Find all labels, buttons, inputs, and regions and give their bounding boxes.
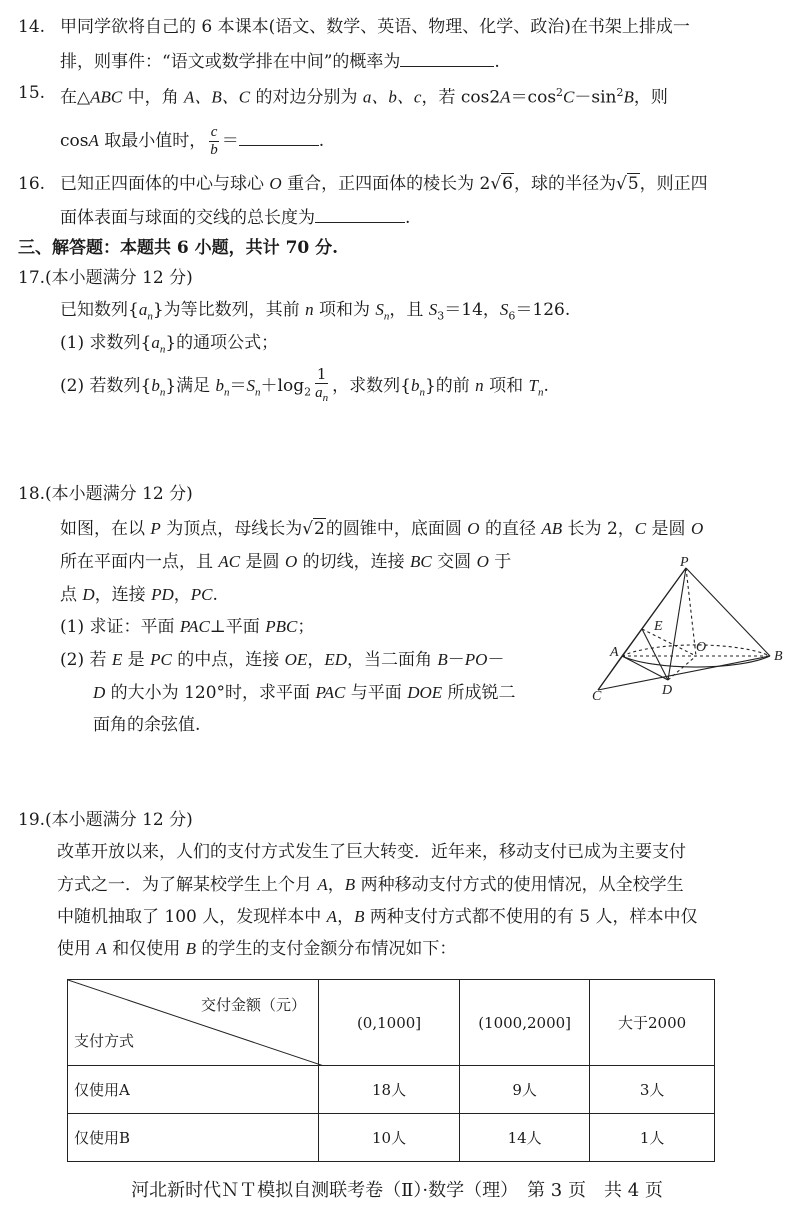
base-circle-front — [622, 656, 770, 667]
label-B: B — [774, 649, 783, 664]
q18-part2-line3: 面角的余弦值. — [93, 715, 201, 735]
answer-blank-15 — [239, 127, 319, 146]
q15-line2: cosA 取最小值时， $\frac{c}{b}$ ＝ . — [60, 124, 325, 158]
table-header-cell: 大于2000 — [590, 980, 715, 1066]
segment-CB — [598, 656, 770, 690]
table-header-cell: (0,1000] — [319, 980, 460, 1066]
edge-PD — [668, 568, 686, 680]
label-C: C — [592, 689, 602, 702]
q18-line1: 如图，在以 P 为顶点，母线长为√2的圆锥中，底面圆 O 的直径 AB 长为 2，C 是圆 O — [60, 519, 704, 539]
corner-bottom-label: 支付方式 — [74, 1032, 135, 1050]
segment-CA — [598, 656, 622, 690]
q14-number: 14. — [18, 17, 46, 37]
q16-line1: 已知正四面体的中心与球心 O 重合，正四面体的棱长为 2√6，球的半径为√5，则正四 — [60, 174, 708, 194]
table-cell: 10人 — [319, 1114, 460, 1162]
q19-line4: 使用 A 和仅使用 B 的学生的支付金额分布情况如下： — [57, 939, 457, 959]
q15-line1: 在△ABC 中，角 A、B、C 的对边分别为 a、b、c，若 $\cos 2A=\cos^2C-\sin^2B$，则 — [60, 86, 668, 108]
q16-line2: 面体表面与球面的交线的总长度为 . — [60, 204, 410, 230]
q18-part2-line2: D 的大小为 120°时，求平面 PAC 与平面 DOE 所成锐二 — [93, 683, 516, 703]
cone-figure — [588, 552, 788, 702]
q16-number: 16. — [18, 174, 46, 194]
segment-OE — [642, 629, 696, 656]
q19-line1: 改革开放以来，人们的支付方式发生了巨大转变．近年来，移动支付已成为主要支付 — [57, 842, 686, 862]
answer-blank-14 — [400, 48, 494, 67]
q19-header: 19.(本小题满分 12 分) — [18, 810, 193, 830]
q17-header: 17.(本小题满分 12 分) — [18, 268, 193, 288]
table-row-label: 仅使用B — [68, 1114, 319, 1162]
label-E: E — [654, 619, 663, 634]
q17-stem: 已知数列$\{a_n\}$为等比数列，其前 n 项和为 $S_n$，且 $S_3=14$，$S_6=126$. — [60, 300, 571, 323]
answer-blank-16 — [315, 204, 405, 223]
q14-line2: 排，则事件：“语文或数学排在中间”的概率为 . — [60, 48, 500, 74]
label-A: A — [610, 645, 619, 660]
sqrt-2: √2 — [302, 519, 325, 539]
table-cell: 9人 — [460, 1066, 590, 1114]
fraction-c-over-b: $\frac{c}{b}$ — [210, 124, 218, 158]
table-corner-cell — [68, 980, 319, 1066]
segment-ED — [642, 629, 668, 680]
q18-part2-line1: (2) 若 E 是 PC 的中点，连接 OE，ED，当二面角 B－PO－ — [60, 650, 505, 670]
table-header-cell: (1000,2000] — [460, 980, 590, 1066]
segment-AD — [622, 656, 668, 680]
table-row — [68, 1114, 715, 1162]
payment-table — [67, 979, 715, 1162]
table-cell: 14人 — [460, 1114, 590, 1162]
label-P: P — [680, 555, 689, 570]
q18-line3: 点 D，连接 PD，PC. — [60, 585, 218, 605]
q19-line2: 方式之一．为了解某校学生上个月 A，B 两种移动支付方式的使用情况，从全校学生 — [57, 875, 684, 895]
q17-part2: (2) 若数列$\{b_n\}$满足 $b_n=S_n+\log_2$ $\frac{1}{a_n}$ ，求数列$\{b_n\}$的前 n 项和 $T_n$. — [60, 364, 549, 414]
table-row-label: 仅使用A — [68, 1066, 319, 1114]
page-footer: 河北新时代ＮＴ模拟自测联考卷（Ⅱ）·数学（理） 第 3 页 共 4 页 — [131, 1180, 663, 1201]
label-D: D — [662, 683, 673, 698]
fraction-1-over-an: $\frac{1}{a_n}$ — [315, 365, 329, 404]
q18-header: 18.(本小题满分 12 分) — [18, 484, 193, 504]
q15-number: 15. — [18, 83, 46, 103]
axis-PO — [686, 568, 696, 656]
sqrt-6: √6 — [490, 174, 513, 194]
q18-line2: 所在平面内一点，且 AC 是圆 O 的切线，连接 BC 交圆 O 于 — [60, 552, 512, 572]
q19-line3: 中随机抽取了 100 人，发现样本中 A，B 两种支付方式都不使用的有 5 人，样本中仅 — [57, 907, 698, 927]
segment-OD — [668, 656, 696, 680]
corner-top-label: 交付金额（元） — [201, 996, 307, 1014]
table-header-row — [68, 980, 715, 1066]
section-heading: 三、解答题：本题共 6 小题，共计 70 分. — [18, 238, 339, 258]
q14-line1: 甲同学欲将自己的 6 本课本(语文、数学、英语、物理、化学、政治)在书架上排成一 — [60, 17, 690, 37]
table-row — [68, 1066, 715, 1114]
sqrt-5: √5 — [615, 174, 639, 194]
table-cell: 3人 — [590, 1066, 715, 1114]
q18-part1: (1) 求证：平面 PAC⊥平面 PBC； — [60, 617, 315, 637]
corner-diagonal — [68, 980, 324, 1066]
table-cell: 1人 — [590, 1114, 715, 1162]
table-cell: 18人 — [319, 1066, 460, 1114]
q17-part1: (1) 求数列$\{a_n\}$的通项公式； — [60, 333, 279, 356]
label-O: O — [696, 640, 707, 655]
